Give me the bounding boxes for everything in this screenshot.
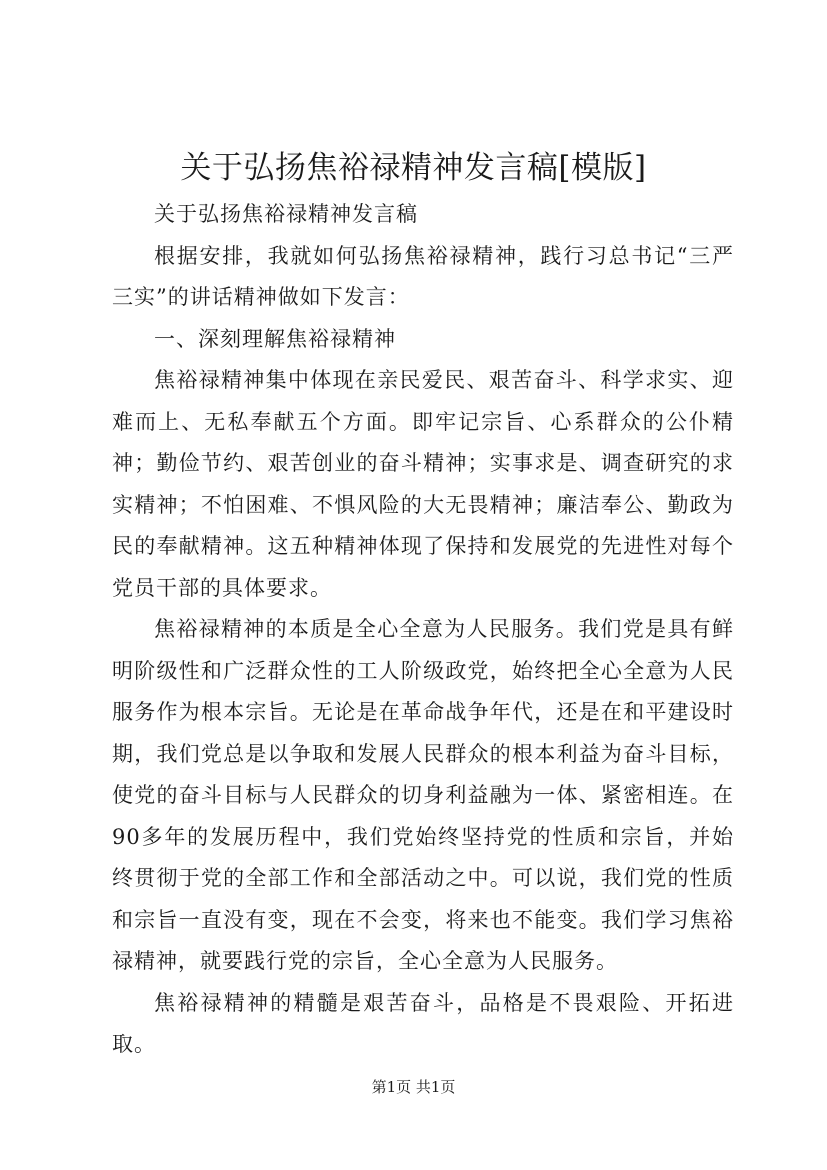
document-body — [112, 194, 734, 1066]
paragraph-intro: 根据安排，我就如何弘扬焦裕禄精神，践行习总书记“三严三实”的讲话精神做如下发言： — [112, 243, 734, 309]
page-number: 第1页 共1页 — [371, 1078, 456, 1096]
paragraph-subtitle: 关于弘扬焦裕禄精神发言稿 — [154, 202, 418, 226]
paragraph: 焦裕禄精神集中体现在亲民爱民、艰苦奋斗、科学求实、迎难而上、无私奉献五个方面。即牢记宗旨、心系群众的公仆精神；勤俭节约、艰苦创业的奋斗精神；实事求是、调查研究的求实精神；不怕困难、不惧风险的大无畏精神；廉洁奉公、勤政为民的奉献精神。这五种精神体现了保持和发展党的先进性对每个党员干部的具体要求。 — [112, 368, 734, 600]
paragraph: 焦裕禄精神的本质是全心全意为人民服务。我们党是具有鲜明阶级性和广泛群众性的工人阶级政党，始终把全心全意为人民服务作为根本宗旨。无论是在革命战争年代，还是在和平建设时期，我们党总是以争取和发展人民群众的根本利益为奋斗目标，使党的奋斗目标与人民群众的切身利益融为一体、紧密相连。在90多年的发展历程中，我们党始终坚持党的性质和宗旨，并始终贯彻于党的全部工作和全部活动之中。可以说，我们党的性质和宗旨一直没有变，现在不会变，将来也不能变。我们学习焦裕禄精神，就要践行党的宗旨，全心全意为人民服务。 — [112, 617, 734, 973]
section-heading: 一、深刻理解焦裕禄精神 — [154, 326, 396, 351]
document-title: 关于弘扬焦裕禄精神发言稿[模版] — [180, 150, 647, 186]
paragraph: 焦裕禄精神的精髓是艰苦奋斗，品格是不畏艰险、开拓进取。 — [112, 990, 734, 1056]
